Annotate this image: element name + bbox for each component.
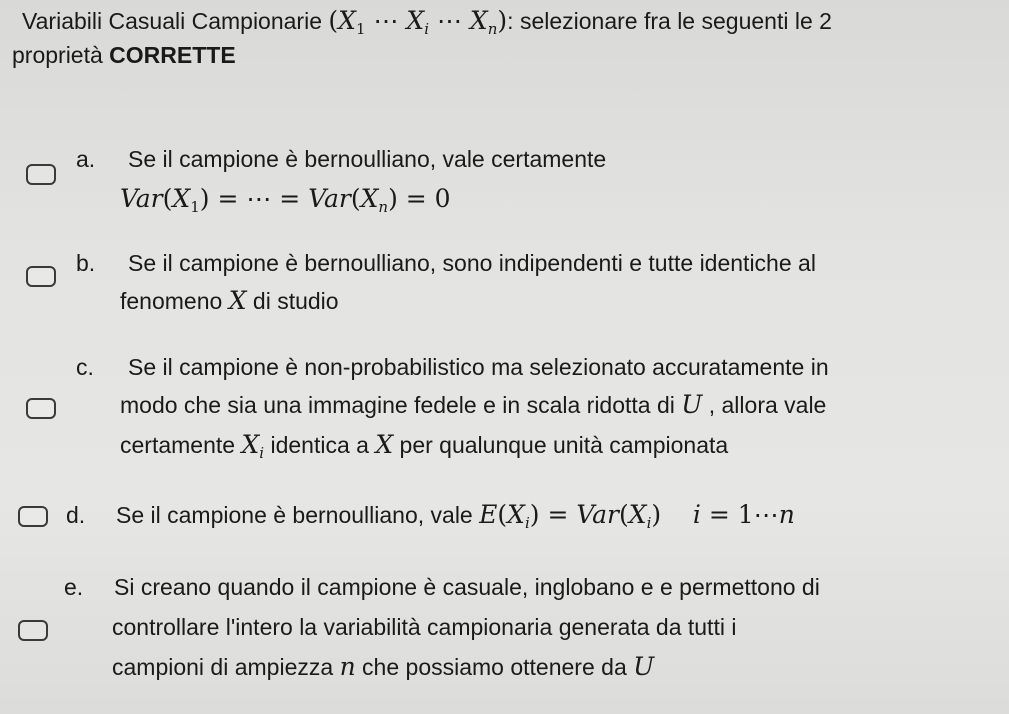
option-d-line-1: Se il campione è bernoulliano, vale $E(X_i) = Var(X_i)$ i = 1⋯n — [116, 500, 795, 532]
option-e-checkbox[interactable] — [18, 620, 48, 641]
sample-tuple-math: ($X_1$ ⋯ $X_i$ ⋯ $X_n$) — [328, 6, 508, 38]
option-a-line-1: Se il campione è bernoulliano, vale certamente — [128, 146, 607, 172]
option-c-line-1: Se il campione è non-probabilistico ma selezionato accuratamente in — [128, 354, 829, 380]
option-e-line-2: controllare l'intero la variabilità campionaria generata da tutti i — [112, 614, 737, 640]
option-d-formula: $E(X_i) = Var(X_i)$ i = 1⋯n — [479, 500, 795, 532]
option-c-line-3: certamente $X_i$ identica a X per qualunque unità campionata — [120, 430, 729, 462]
option-e-letter: e. — [64, 574, 84, 600]
option-e-line-3: campioni di ampiezza n che possiamo ottenere da U — [112, 652, 655, 681]
option-a-letter: a. — [76, 146, 96, 172]
option-c-letter: c. — [76, 354, 94, 380]
option-e-line-1: Si creano quando il campione è casuale, inglobano e e permettono di — [114, 574, 820, 600]
option-a-formula: $Var(X_1)$ = ⋯ = $Var(X_n) = 0$ — [120, 184, 451, 216]
question-text — [12, 4, 997, 72]
option-b-checkbox[interactable] — [26, 266, 56, 287]
question-line-1: Variabili Casuali Campionarie ($X_1$ ⋯ $X_i$ ⋯ $X_n$): selezionare fra le seguenti le 2 — [22, 6, 832, 38]
option-d-checkbox[interactable] — [18, 506, 48, 527]
question-line-2: proprietà CORRETTE — [12, 42, 236, 68]
option-c-line-2: modo che sia una immagine fedele e in scala ridotta di U , allora vale — [120, 390, 827, 419]
option-b-letter: b. — [76, 250, 96, 276]
option-a-checkbox[interactable] — [26, 164, 56, 185]
option-b-line-2: fenomeno X di studio — [120, 286, 339, 315]
option-b-line-1: Se il campione è bernoulliano, sono indipendenti e tutte identiche al — [128, 250, 816, 276]
option-d-letter: d. — [66, 502, 86, 528]
option-c-checkbox[interactable] — [26, 398, 56, 419]
